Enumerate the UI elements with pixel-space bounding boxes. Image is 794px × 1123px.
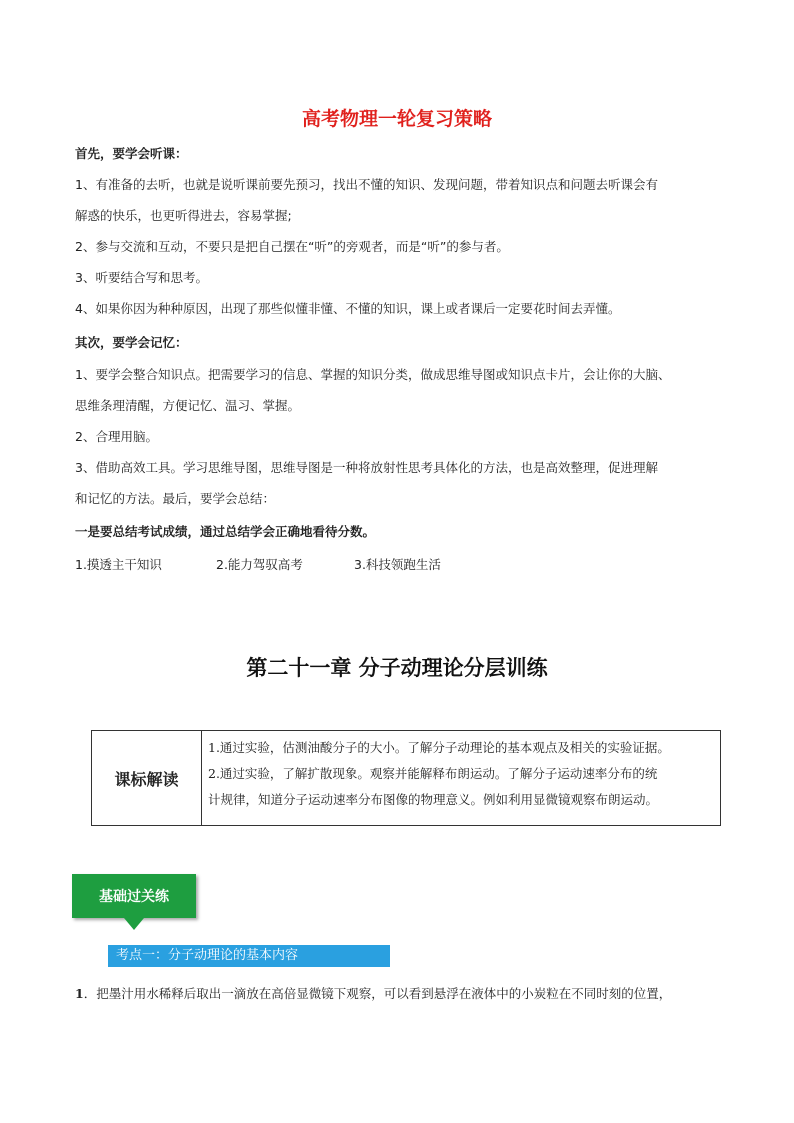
curriculum-table xyxy=(91,730,721,826)
curriculum-line-1: 1.通过实验，估测油酸分子的大小。了解分子动理论的基本观点及相关的实验证据。 xyxy=(208,740,670,755)
section2-item1-line1: 1、要学会整合知识点。把需要学习的信息、掌握的知识分类，做成思维导图或知识点卡片，会让你的大脑、 xyxy=(75,367,671,382)
chapter-title: 第二十一章 分子动理论分层训练 xyxy=(246,655,548,680)
section1-item3: 3、听要结合写和思考。 xyxy=(75,270,208,285)
curriculum-line-3: 计规律，知道分子运动速率分布图像的物理意义。例如利用显微镜观察布朗运动。 xyxy=(208,792,659,807)
section2-item1-line2: 思维条理清醒，方便记忆、温习、掌握。 xyxy=(75,398,301,413)
section2-item3-line2: 和记忆的方法。最后，要学会总结： xyxy=(75,491,276,506)
tip-1: 1.摸透主干知识 xyxy=(75,557,162,572)
curriculum-line-2: 2.通过实验，了解扩散现象。观察并能解释布朗运动。了解分子运动速率分布的统 xyxy=(208,766,658,781)
section1-item4: 4、如果你因为种种原因，出现了那些似懂非懂、不懂的知识，课上或者课后一定要花时间去弄懂。 xyxy=(75,301,621,316)
curriculum-content xyxy=(202,731,720,825)
basic-practice-badge xyxy=(72,874,196,930)
question-1-number: 1 xyxy=(75,986,84,1001)
section2-item3-line1: 3、借助高效工具。学习思维导图，思维导图是一种将放射性思考具体化的方法，也是高效整理，促进理解 xyxy=(75,460,658,475)
section1-item2: 2、参与交流和互动，不要只是把自己摆在“听”的旁观者，而是“听”的参与者。 xyxy=(75,239,509,254)
curriculum-label: 课标解读 xyxy=(92,731,202,825)
section1-heading: 首先，要学会听课： xyxy=(75,146,188,161)
section1-item1-line1: 1、有准备的去听，也就是说听课前要先预习，找出不懂的知识、发现问题，带着知识点和问题去听课会有 xyxy=(75,177,658,192)
badge-pointer-icon xyxy=(124,918,144,930)
badge-label: 基础过关练 xyxy=(72,874,196,918)
page-title: 高考物理一轮复习策略 xyxy=(301,108,492,130)
question-1-text: ．把墨汁用水稀释后取出一滴放在高倍显微镜下观察，可以看到悬浮在液体中的小炭粒在不同时刻的位置， xyxy=(83,986,672,1001)
tip-3: 3.科技领跑生活 xyxy=(354,557,441,572)
section1-item1-line2: 解惑的快乐，也更听得进去，容易掌握; xyxy=(75,208,292,223)
summary-heading: 一是要总结考试成绩，通过总结学会正确地看待分数。 xyxy=(75,524,376,539)
section2-item2: 2、合理用脑。 xyxy=(75,429,158,444)
section2-heading: 其次，要学会记忆： xyxy=(75,335,188,350)
tip-2: 2.能力驾驭高考 xyxy=(216,557,303,572)
question-1 xyxy=(75,985,671,1003)
kaodian-banner: 考点一：分子动理论的基本内容 xyxy=(108,945,390,967)
